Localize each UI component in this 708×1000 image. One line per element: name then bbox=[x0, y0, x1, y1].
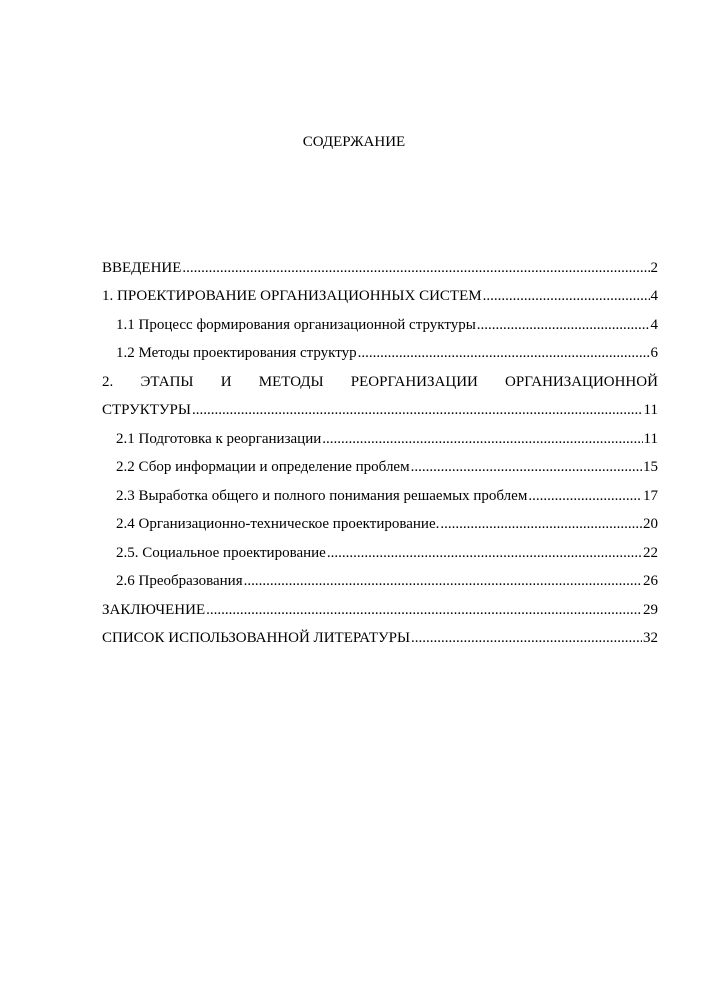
toc-dot-leader bbox=[528, 487, 642, 505]
toc-entry-label: 2.1 Подготовка к реорганизации bbox=[116, 430, 322, 447]
toc-page-number: 20 bbox=[643, 516, 658, 532]
toc-entry-label: 2.3 Выработка общего и полного понимания решаемых проблем bbox=[116, 487, 528, 504]
toc-word: МЕТОДЫ bbox=[258, 373, 324, 390]
toc-page-number: 11 bbox=[643, 402, 658, 418]
toc-page-number: 2 bbox=[650, 259, 658, 276]
toc-dot-leader bbox=[182, 259, 649, 277]
toc-entry-references bbox=[102, 619, 658, 648]
toc-entry-section-2-4 bbox=[102, 505, 658, 534]
toc-entry-label: ЗАКЛЮЧЕНИЕ bbox=[102, 601, 206, 618]
toc-entry-chapter-2-line-1 bbox=[102, 362, 658, 391]
toc-entry-section-2-5 bbox=[102, 533, 658, 562]
toc-entry-section-2-3 bbox=[102, 476, 658, 505]
toc-entry-section-2-2 bbox=[102, 448, 658, 477]
toc-entry-label: 1. ПРОЕКТИРОВАНИЕ ОРГАНИЗАЦИОННЫХ СИСТЕМ bbox=[102, 288, 482, 304]
toc-dot-leader bbox=[244, 572, 642, 590]
toc-page-number: 15 bbox=[643, 459, 658, 475]
toc-word: 2. bbox=[102, 373, 114, 390]
toc-dot-leader bbox=[358, 344, 650, 362]
toc-entry-label: 1.1 Процесс формирования организационной структуры bbox=[116, 316, 476, 333]
toc-page-number: 17 bbox=[643, 487, 658, 504]
toc-dot-leader bbox=[206, 601, 642, 619]
toc-page-number: 26 bbox=[643, 573, 658, 589]
toc-entry-label: 2.6 Преобразования bbox=[116, 573, 243, 589]
toc-entry-chapter-2-line-2 bbox=[102, 391, 658, 420]
toc-page-number: 11 bbox=[643, 430, 658, 447]
toc-dot-leader bbox=[411, 629, 642, 647]
toc-entry-label: 2.2 Сбор информации и определение проблем bbox=[116, 459, 410, 475]
toc-page-number: 6 bbox=[650, 345, 658, 361]
toc-entry-chapter-1 bbox=[102, 277, 658, 306]
toc-page-number: 29 bbox=[643, 601, 658, 618]
toc-page-number: 22 bbox=[643, 544, 658, 561]
toc-entry-label: 1.2 Методы проектирования структур bbox=[116, 345, 357, 361]
toc-page-number: 4 bbox=[650, 288, 658, 304]
toc-page-number: 4 bbox=[650, 316, 658, 333]
page-title: СОДЕРЖАНИЕ bbox=[302, 134, 406, 150]
toc-page-number: 32 bbox=[643, 630, 658, 646]
toc-word: ЭТАПЫ bbox=[140, 373, 194, 390]
toc-entry-label: ВВЕДЕНИЕ bbox=[102, 259, 182, 276]
toc-word: И bbox=[220, 373, 232, 390]
toc-entry-label: 2.5. Социальное проектирование bbox=[116, 544, 326, 561]
toc-entry-section-2-6 bbox=[102, 562, 658, 591]
toc-entry-label: 2.4 Организационно-техническое проектирование. bbox=[116, 516, 440, 532]
toc-entry-conclusion bbox=[102, 590, 658, 619]
toc-word: ОРГАНИЗАЦИОННОЙ bbox=[505, 373, 658, 390]
toc-entry-section-1-2 bbox=[102, 334, 658, 363]
toc-entry-label: СТРУКТУРЫ bbox=[102, 402, 191, 418]
toc-dot-leader bbox=[477, 316, 650, 334]
table-of-contents bbox=[102, 248, 658, 647]
toc-entry-label: СПИСОК ИСПОЛЬЗОВАННОЙ ЛИТЕРАТУРЫ bbox=[102, 630, 411, 646]
toc-dot-leader bbox=[192, 401, 643, 419]
toc-entry-section-1-1 bbox=[102, 305, 658, 334]
toc-dot-leader bbox=[327, 544, 642, 562]
toc-dot-leader bbox=[483, 287, 650, 305]
toc-dot-leader bbox=[440, 515, 642, 533]
toc-entry-introduction bbox=[102, 248, 658, 277]
toc-entry-section-2-1 bbox=[102, 419, 658, 448]
toc-dot-leader bbox=[411, 458, 642, 476]
toc-dot-leader bbox=[322, 430, 642, 448]
toc-word: РЕОРГАНИЗАЦИИ bbox=[350, 373, 478, 390]
